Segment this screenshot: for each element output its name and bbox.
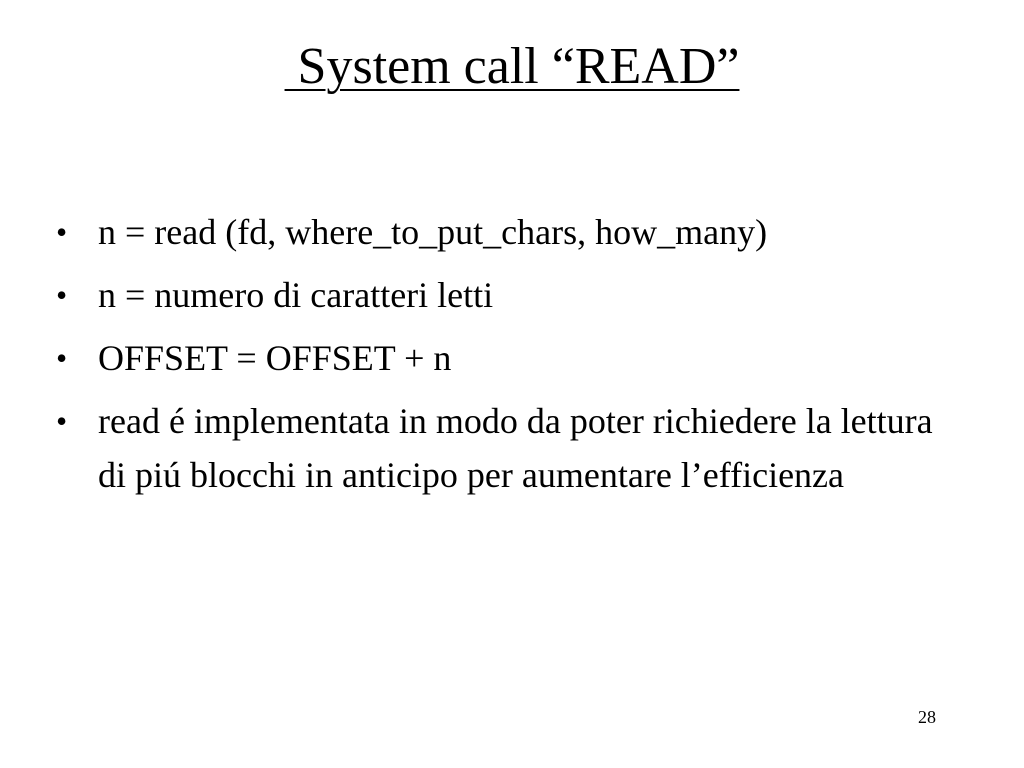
list-item xyxy=(56,331,976,385)
bullet-text: n = numero di caratteri letti xyxy=(98,275,494,315)
list-item xyxy=(56,205,976,259)
bullet-icon: • xyxy=(56,214,68,250)
list-item xyxy=(56,394,976,502)
list-item xyxy=(56,268,976,322)
bullet-text: read é implementata in modo da poter richiedere la lettura di piú blocchi in anticipo per aumentare l’efficienza xyxy=(98,401,933,495)
bullet-icon: • xyxy=(56,403,68,439)
bullet-icon: • xyxy=(56,277,68,313)
bullet-text: OFFSET = OFFSET + n xyxy=(98,338,452,378)
slide-title: System call “READ” xyxy=(284,38,740,95)
bullet-icon: • xyxy=(56,340,68,376)
bullet-text: n = read (fd, where_to_put_chars, how_many) xyxy=(98,212,768,252)
bullet-list xyxy=(56,205,976,511)
page-number: 28 xyxy=(918,707,936,727)
